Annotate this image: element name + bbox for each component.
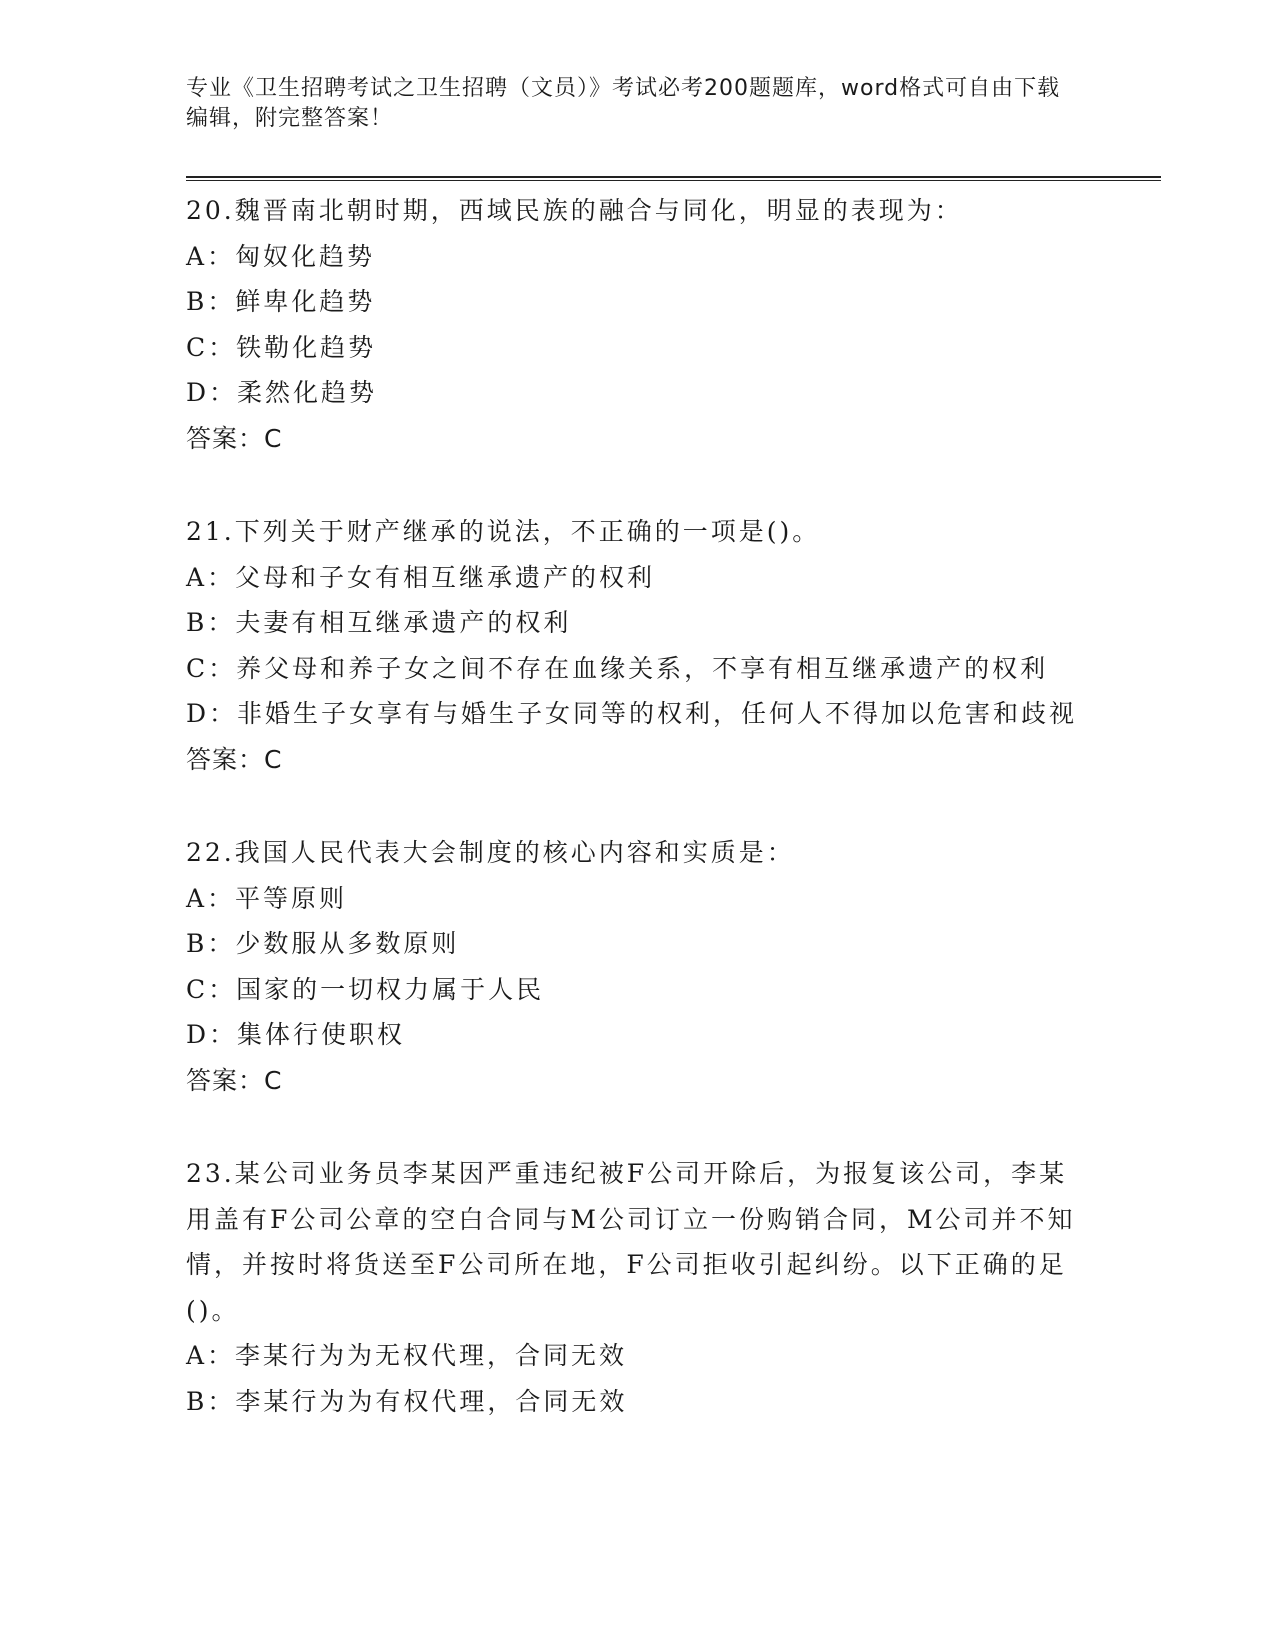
option-a: A：匈奴化趋势 bbox=[186, 241, 376, 271]
option-d: D：集体行使职权 bbox=[186, 1020, 406, 1049]
option-d: D：柔然化趋势 bbox=[186, 378, 378, 407]
option-b: B：少数服从多数原则 bbox=[186, 929, 460, 958]
question-21 bbox=[186, 509, 1086, 782]
option-a: A：父母和子女有相互继承遗产的权利 bbox=[186, 562, 656, 592]
option-b: B：鲜卑化趋势 bbox=[186, 287, 376, 316]
document-header: 专业《卫生招聘考试之卫生招聘（文员）》考试必考200题题库，word格式可自由下载编辑，附完整答案！ bbox=[186, 76, 1061, 131]
question-stem: 22.我国人民代表大会制度的核心内容和实质是： bbox=[186, 838, 795, 867]
question-22 bbox=[186, 830, 1086, 1103]
option-a: A：李某行为为无权代理，合同无效 bbox=[186, 1341, 628, 1370]
question-stem: 23.某公司业务员李某因严重违纪被F公司开除后，为报复该公司，李某用盖有F公司公章的空白合同与M公司订立一份购销合同，M公司并不知情，并按时将货送至F公司所在地，F公司拒收引起纠纷。以下正确的足()。 bbox=[186, 1159, 1076, 1325]
answer: 答案：C bbox=[186, 1065, 283, 1095]
option-c: C：铁勒化趋势 bbox=[186, 332, 377, 362]
option-c: C：养父母和养子女之间不存在血缘关系，不享有相互继承遗产的权利 bbox=[186, 653, 1049, 683]
option-b: B：夫妻有相互继承遗产的权利 bbox=[186, 608, 572, 637]
question-20 bbox=[186, 188, 1086, 461]
answer: 答案：C bbox=[186, 744, 283, 774]
option-a: A：平等原则 bbox=[186, 883, 348, 913]
option-c: C：国家的一切权力属于人民 bbox=[186, 974, 545, 1004]
question-stem: 20.魏晋南北朝时期，西域民族的融合与同化，明显的表现为： bbox=[186, 196, 963, 225]
answer: 答案：C bbox=[186, 423, 283, 453]
header-divider bbox=[186, 176, 1161, 181]
option-b: B：李某行为为有权代理，合同无效 bbox=[186, 1386, 628, 1416]
option-d: D：非婚生子女享有与婚生子女同等的权利，任何人不得加以危害和歧视 bbox=[186, 699, 1078, 728]
question-list bbox=[186, 188, 1086, 1472]
question-23 bbox=[186, 1151, 1086, 1424]
question-stem: 21.下列关于财产继承的说法，不正确的一项是()。 bbox=[186, 517, 821, 546]
